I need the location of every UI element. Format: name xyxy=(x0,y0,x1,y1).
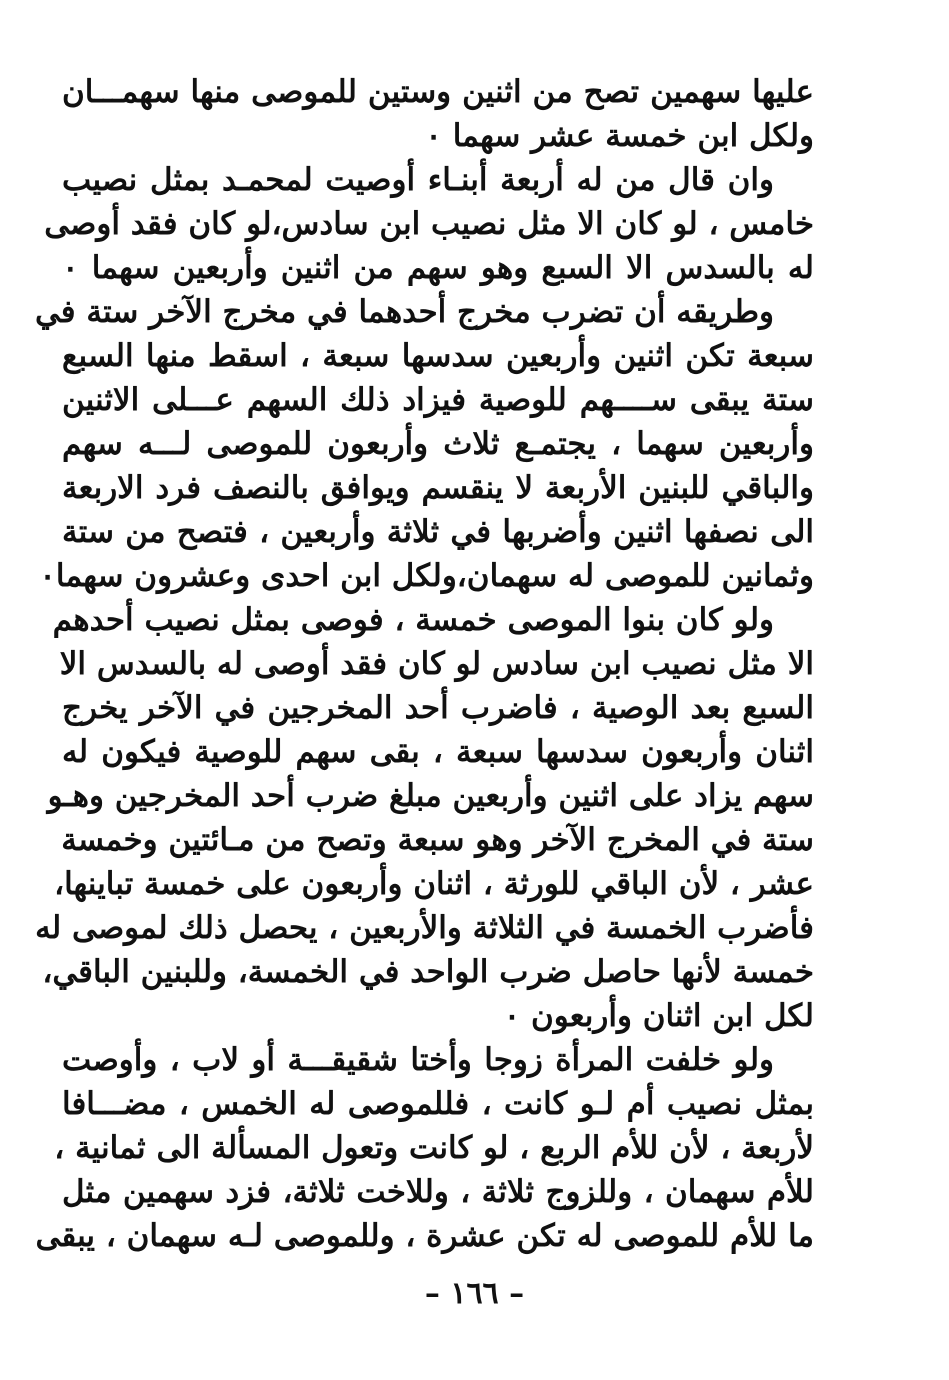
text-line: بمثل نصيب أم لـو كانت ، فللموصى له الخمس ، مضـــافا xyxy=(62,1086,814,1122)
text-line: اثنان وأربعون سدسها سبعة ، بقى سهم للوصية فيكون له xyxy=(62,734,814,770)
text-line: الى نصفها اثنين وأضربها في ثلاثة وأربعين ، فتصح من ستة xyxy=(62,514,814,550)
text-line: سبعة تكن اثنين وأربعين سدسها سبعة ، اسقط منها السبع xyxy=(62,338,814,374)
text-line: ولو خلفت المرأة زوجا وأختا شقيقـــة أو لاب ، وأوصت xyxy=(62,1042,774,1078)
text-line: وطريقه أن تضرب مخرج أحدهما في مخرج الآخر ستة في xyxy=(34,294,774,330)
text-line: والباقي للبنين الأربعة لا ينقسم ويوافق بالنصف فرد الاربعة xyxy=(62,470,814,506)
text-line: سهم يزاد على اثنين وأربعين مبلغ ضرب أحد المخرجين وهـو xyxy=(47,778,814,814)
text-line: ولو كان بنوا الموصى خمسة ، فوصى بمثل نصيب أحدهم xyxy=(52,602,774,638)
text-line: لكل ابن اثنان وأربعون ٠ xyxy=(503,998,814,1034)
text-line: له بالسدس الا السبع وهو سهم من اثنين وأربعين سهما ٠ xyxy=(62,250,814,286)
text-line: خامس ، لو كان الا مثل نصيب ابن سادس،لو كان فقد أوصى xyxy=(44,206,814,242)
text-line: لأربعة ، لأن للأم الربع ، لو كانت وتعول المسألة الى ثمانية ، xyxy=(54,1130,814,1166)
text-line: عليها سهمين تصح من اثنين وستين للموصى منها سهمـــان xyxy=(62,74,814,110)
text-line: وأربعين سهما ، يجتمـع ثلاث وأربعون للموصى لـــه سهم xyxy=(62,426,814,462)
text-line: خمسة لأنها حاصل ضرب الواحد في الخمسة، وللبنين الباقي، xyxy=(42,954,814,990)
text-line: وثمانين للموصى له سهمان،ولكل ابن احدى وعشرون سهما٠ xyxy=(39,558,814,594)
text-line: وان قال من له أربعة أبنـاء أوصيت لمحمـد بمثل نصيب xyxy=(62,162,774,198)
text-line: ستة يبقى ســــهم للوصية فيزاد ذلك السهم عـــلى الاثنين xyxy=(62,382,814,418)
text-line: الا مثل نصيب ابن سادس لو كان فقد أوصى له بالسدس الا xyxy=(59,646,814,682)
page-number: – ١٦٦ – xyxy=(424,1276,525,1311)
body-text xyxy=(34,70,814,1258)
text-line: عشر ، لأن الباقي للورثة ، اثنان وأربعون على خمسة تباينها، xyxy=(54,866,814,902)
text-line: ولكل ابن خمسة عشر سهما ٠ xyxy=(425,118,814,154)
text-line: فأضرب الخمسة في الثلاثة والأربعين ، يحصل ذلك لموصى له xyxy=(35,910,814,946)
text-line: للأم سهمان ، وللزوج ثلاثة ، وللاخت ثلاثة، فزد سهمين مثل xyxy=(62,1174,814,1210)
text-line: ما للأم للموصى له تكن عشرة ، وللموصى لـه سهمان ، يبقى xyxy=(35,1218,814,1254)
text-line: ستة في المخرج الآخر وهو سبعة وتصح من مـائتين وخمسة xyxy=(61,822,814,858)
text-line: السبع بعد الوصية ، فاضرب أحد المخرجين في الآخر يخرج xyxy=(62,690,814,726)
